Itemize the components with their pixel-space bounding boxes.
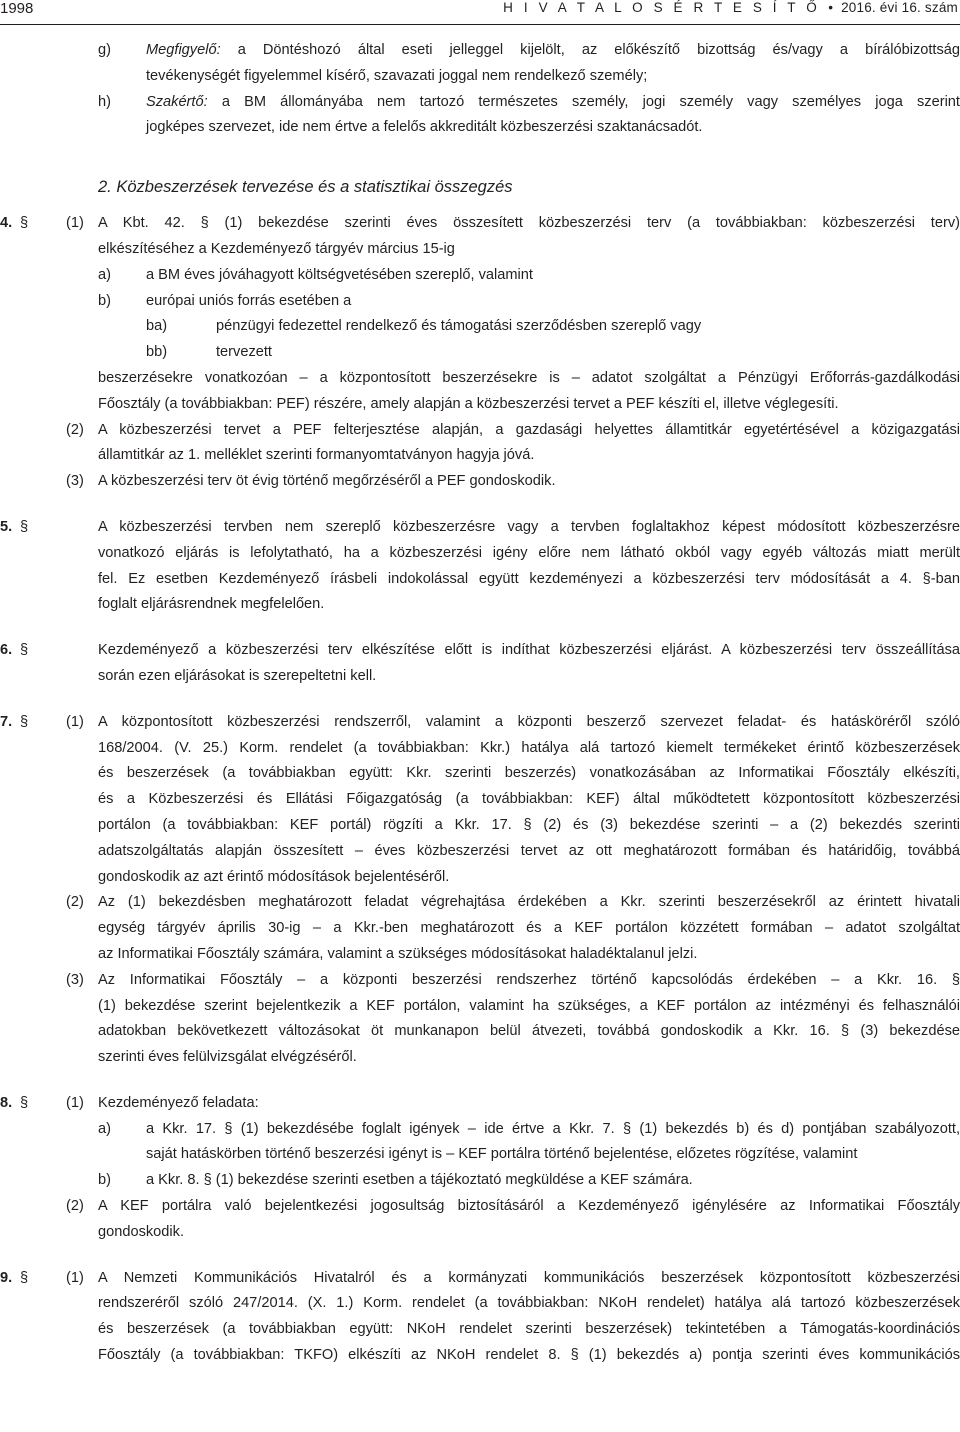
paragraph-line: az Informatikai Főosztály számára, valamint a szükséges módosításokat haladéktalanul jelzi. xyxy=(98,945,698,962)
definition-line: Szakértő: a BM állományába nem tartozó természetes személy, jogi személy vagy személyes joga szerint xyxy=(146,93,960,110)
definition-term: Megfigyelő: xyxy=(146,42,221,58)
definition-label: h) xyxy=(98,93,111,110)
paragraph-line: Kezdeményező feladata: xyxy=(98,1094,259,1111)
definition-h xyxy=(0,90,960,142)
paragraph-line: 168/2004. (V. 25.) Korm. rendelet (a továbbiakban: Kkr.) hatálya alá tartozó kiemelt termékeket érintő közbeszerzések xyxy=(98,739,960,756)
paragraph-line: államtitkár az 1. melléklet szerinti formanyomtatványon hagyja jóvá. xyxy=(98,447,535,464)
paragraph-line: elkészítéséhez a Kezdeményező tárgyév március 15-ig xyxy=(98,240,455,257)
paragraph-line: fel. Ez esetben Kezdeményező írásbeli indokolással együtt kezdeményezi a közbeszerzési terv módosítását a 4. §-ban xyxy=(98,570,960,587)
paragraph-number: (1) xyxy=(66,1094,84,1111)
paragraph-line: egység tárgyév április 30-ig – a Kkr.-ben meghatározott és a KEF portálon közzétett formában – adatot szolgáltat xyxy=(98,920,960,937)
section-symbol: § xyxy=(20,1269,29,1286)
section-symbol: § xyxy=(20,1094,29,1111)
section-number: 8. xyxy=(0,1094,13,1111)
point-label: a) xyxy=(98,1120,111,1137)
point-text: saját hatáskörben történő beszerzési igényt is – KEF portálra történő bejelentése, előzetes rögzítése, valamint xyxy=(146,1146,858,1163)
paragraph-line: gondoskodik az azt érintő módosítások bejelentéséről. xyxy=(98,868,450,885)
section-5 xyxy=(0,515,960,618)
definition-label: g) xyxy=(98,42,111,58)
paragraph-line: rendszeréről szóló 247/2014. (X. 1.) Korm. rendelet (a továbbiakban: NKoH rendelet) hatálya alá tartozó közbeszerzések xyxy=(98,1295,960,1312)
paragraph-number: (1) xyxy=(66,1269,84,1286)
section-number: 9. xyxy=(0,1269,13,1286)
chapter-title: 2. Közbeszerzések tervezése és a statisztikai összegzés xyxy=(98,178,513,197)
paragraph-line: vonatkozó eljárás is lefolytatható, ha a közbeszerzési igény előre nem látható okból vagy egyéb változás miatt merült xyxy=(98,544,960,561)
paragraph-number: (2) xyxy=(66,894,84,911)
definition-line: Megfigyelő: a Döntéshozó által eseti jelleggel kijelölt, az előkészítő bizottság és/vagy a bírálóbizottság xyxy=(146,42,960,58)
paragraph-number: (1) xyxy=(66,215,84,232)
point-text: a Kkr. 17. § (1) bekezdésébe foglalt igények – ide értve a Kkr. 7. § (1) bekezdés b) és d) pontjában szabályozott, xyxy=(146,1120,960,1137)
paragraph-line: Kezdeményező a közbeszerzési terv elkészítése előtt is indíthat közbeszerzési eljárást. A közbeszerzési terv összeállítása xyxy=(98,642,960,659)
point-text: európai uniós forrás esetében a xyxy=(146,292,352,309)
paragraph-line: és beszerzések (a továbbiakban együtt: Kkr. szerinti beszerzés) vonatkozásában az Informatikai Főosztály elkészíti, xyxy=(98,765,960,782)
subpoint-text: tervezett xyxy=(216,344,272,361)
paragraph-line: A közbeszerzési tervben nem szereplő közbeszerzésre vagy a tervben foglaltakhoz képest módosított közbeszerzésre xyxy=(98,518,960,535)
paragraph-line: foglalt eljárásrendnek megfelelően. xyxy=(98,596,325,613)
paragraph-line: adatokban bekövetkezett változásokat öt munkanapon belül átvezeti, továbbá gondoskodik a Kkr. 16. § (3) bekezdése xyxy=(98,1023,960,1040)
definition-term: Szakértő: xyxy=(146,93,208,110)
paragraph-line: gondoskodik. xyxy=(98,1223,185,1240)
section-4 xyxy=(0,211,960,495)
paragraph-number: (2) xyxy=(66,1198,84,1215)
paragraph-line: Az Informatikai Főosztály – a központi beszerzési rendszerhez történő kapcsolódás érdekében – a Kkr. 16. § xyxy=(98,971,960,988)
page-header xyxy=(0,0,960,26)
paragraph-line: Főosztály (a továbbiakban: TKFO) elkészíti az NKoH rendelet 8. § (1) bekezdés a) pontja szerinti éves kommunikációs xyxy=(98,1347,960,1364)
definition-g xyxy=(0,38,960,90)
paragraph-line: szerinti éves felülvizsgálat elvégzéséről. xyxy=(98,1049,357,1066)
section-6 xyxy=(0,638,960,690)
section-9 xyxy=(0,1266,960,1369)
section-7 xyxy=(0,710,960,1071)
paragraph-line: A központosított közbeszerzési rendszerről, valamint a központi beszerző szervezet feladat- és hatásköréről szóló xyxy=(98,713,960,730)
paragraph-line: A Nemzeti Kommunikációs Hivatalról és a kormányzati kommunikációs beszerzések központosított közbeszerzési xyxy=(98,1269,960,1286)
section-number: 7. xyxy=(0,713,13,730)
definition-line: jogképes szervezet, ide nem értve a felelős akkreditált közbeszerzési szaktanácsadót. xyxy=(146,119,703,136)
point-label: b) xyxy=(98,292,111,309)
point-label: b) xyxy=(98,1172,111,1189)
document-body xyxy=(0,38,960,1369)
definition-line: tevékenységét figyelemmel kísérő, szavazati joggal nem rendelkező személy; xyxy=(146,67,648,84)
section-number: 5. xyxy=(0,518,13,535)
paragraph-number: (1) xyxy=(66,713,84,730)
paragraph-line: A közbeszerzési terv öt évig történő megőrzéséről a PEF gondoskodik. xyxy=(98,473,556,490)
subpoint-label: ba) xyxy=(146,318,168,335)
paragraph-line: és a Közbeszerzési és Ellátási Főigazgatóság (a továbbiakban: KEF) által működtetett központosított közbeszerzési xyxy=(98,791,960,808)
paragraph-line: beszerzésekre vonatkozóan – a központosított beszerzésekre is – adatot szolgáltat a Pénzügyi Erőforrás-gazdálkodási xyxy=(98,369,960,386)
point-text: a Kkr. 8. § (1) bekezdése szerinti esetben a tájékoztató megküldése a KEF számára. xyxy=(146,1172,693,1189)
section-8 xyxy=(0,1091,960,1246)
point-text: a BM éves jóváhagyott költségvetésében szereplő, valamint xyxy=(146,266,533,283)
paragraph-line: Az (1) bekezdésben meghatározott feladat végrehajtása érdekében a Kkr. szerinti beszerzésekről az érintett hivatali xyxy=(98,894,960,911)
subpoint-label: bb) xyxy=(146,344,168,361)
bullet-separator: • xyxy=(828,0,834,15)
section-symbol: § xyxy=(20,518,29,535)
paragraph-line: Főosztály (a továbbiakban: PEF) részére, amely alapján a közbeszerzési tervet a PEF készíti el, illetve véglegesíti. xyxy=(98,395,839,412)
paragraph-line: A KEF portálra való bejelentkezési jogosultság biztosításáról a Kezdeményező igénylésére az Informatikai Főosztály xyxy=(98,1198,960,1215)
paragraph-line: A közbeszerzési tervet a PEF felterjesztése alapján, a gazdasági helyettes államtitkár egyetértésével a közigazgatási xyxy=(98,421,960,438)
journal-title xyxy=(503,0,958,15)
paragraph-number: (3) xyxy=(66,971,84,988)
paragraph-number: (3) xyxy=(66,473,84,490)
paragraph-line: adatszolgáltatás alapján összesített – éves közbeszerzési tervet az ott meghatározott formában és határidőig, továbbá xyxy=(98,842,960,859)
paragraph-number: (2) xyxy=(66,421,84,438)
point-label: a) xyxy=(98,266,111,283)
subpoint-text: pénzügyi fedezettel rendelkező és támogatási szerződésben szereplő vagy xyxy=(216,318,702,335)
page-number: 1998 xyxy=(0,0,34,17)
issue-label: 2016. évi 16. szám xyxy=(841,0,958,15)
paragraph-line: A Kbt. 42. § (1) bekezdése szerinti éves összesített közbeszerzési terv (a továbbiakban: közbeszerzési terv) xyxy=(98,215,960,232)
journal-name: H I V A T A L O S É R T E S Í T Ő xyxy=(503,0,821,15)
header-rule xyxy=(0,24,960,25)
section-number: 6. xyxy=(0,642,13,659)
section-number: 4. xyxy=(0,215,13,232)
section-symbol: § xyxy=(20,713,29,730)
section-symbol: § xyxy=(20,215,29,232)
paragraph-line: során ezen eljárásokat is szerepeltetni kell. xyxy=(98,667,377,684)
paragraph-line: (1) bekezdése szerint bejelentkezik a KEF portálon, valamint ha szükséges, a KEF portálon az intézményi és felhasználói xyxy=(98,997,960,1014)
section-symbol: § xyxy=(20,642,29,659)
paragraph-line: portálon (a továbbiakban: KEF portál) rögzíti a Kkr. 17. § (2) és (3) bekezdése szerinti – a (2) bekezdés szerinti xyxy=(98,816,960,833)
paragraph-line: és beszerzések (a továbbiakban együtt: NKoH rendelet szerinti beszerzések) tekintetében a Támogatás-koordinációs xyxy=(98,1321,960,1338)
